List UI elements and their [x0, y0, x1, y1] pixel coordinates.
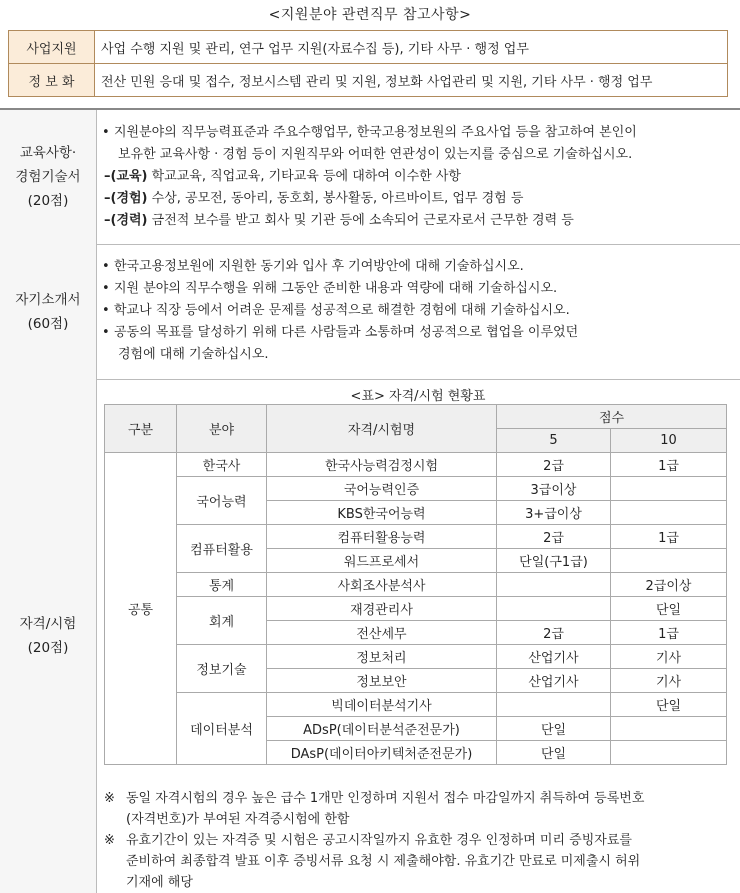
score10-cell: 단일 [611, 693, 727, 717]
table-row [105, 477, 727, 501]
cert-label [0, 379, 97, 893]
score10-cell [611, 477, 727, 501]
table-row [105, 453, 727, 477]
score10-cell [611, 741, 727, 765]
score5-cell: 3급이상 [497, 477, 611, 501]
field-cell: 국어능력 [177, 477, 267, 525]
name-cell: 국어능력인증 [267, 477, 497, 501]
education-item: –(교육) 학교교육, 직업교육, 기타교육 등에 대하여 이수한 사항 [104, 169, 461, 184]
name-cell: 정보보안 [267, 669, 497, 693]
table-row [9, 64, 728, 97]
score5-cell: 단일 [497, 741, 611, 765]
field-cell: 한국사 [177, 453, 267, 477]
score5-cell: 3+급이상 [497, 501, 611, 525]
cert-table [104, 404, 727, 765]
note-line: 유효기간이 있는 자격증 및 시험은 공고시작일까지 유효한 경우 인정하며 미리 증빙자료를 [126, 833, 632, 848]
intro-row [0, 244, 740, 380]
note-line: 준비하여 최종합격 발표 이후 증빙서류 요청 시 제출해야함. 유효기간 만료로 미제출시 허위 [126, 854, 641, 869]
table-row [9, 31, 728, 64]
name-cell: KBS한국어능력 [267, 501, 497, 525]
education-item: –(경험) 수상, 공모전, 동아리, 동호회, 봉사활동, 아르바이트, 업무 경험 등 [104, 191, 524, 206]
field-cell: 회계 [177, 597, 267, 645]
field-cell: 정보기술 [177, 645, 267, 693]
name-cell: 재경관리사 [267, 597, 497, 621]
note-item [104, 830, 730, 893]
note-line: 동일 자격시험의 경우 높은 급수 1개만 인정하며 지원서 접수 마감일까지 취득하여 등록번호 [126, 791, 645, 806]
header-field: 분야 [177, 405, 267, 453]
intro-bullet: • 학교나 직장 등에서 어려운 문제를 성공적으로 해결한 경험에 대해 기술하십시오. [104, 300, 730, 322]
name-cell: 워드프로세서 [267, 549, 497, 573]
duty-table [8, 30, 728, 97]
header-score: 점수 [497, 405, 727, 429]
name-cell: 컴퓨터활용능력 [267, 525, 497, 549]
education-bullet: • 지원분야의 직무능력표준과 주요수행업무, 한국고용정보원의 주요사업 등을 참고하여 본인이 [104, 122, 730, 144]
label-line: 자기소개서 [15, 291, 81, 308]
score5-cell [497, 597, 611, 621]
label-line: (20점) [27, 640, 69, 656]
score10-cell: 단일 [611, 597, 727, 621]
table-row [105, 645, 727, 669]
name-cell: 정보처리 [267, 645, 497, 669]
score5-cell: 산업기사 [497, 669, 611, 693]
duty-desc: 사업 수행 지원 및 관리, 연구 업무 지원(자료수집 등), 기타 사무 · 행정 업무 [95, 31, 728, 64]
page-title: <지원분야 관련직무 참고사항> [268, 7, 472, 23]
note-mark: ※ [104, 791, 115, 806]
intro-bullet: • 한국고용정보원에 지원한 동기와 입사 후 기여방안에 대해 기술하십시오. [104, 256, 730, 278]
score5-cell: 2급 [497, 621, 611, 645]
score10-cell: 기사 [611, 645, 727, 669]
score5-cell: 단일 [497, 717, 611, 741]
label-line: 자격/시험 [19, 616, 77, 632]
score10-cell [611, 549, 727, 573]
score5-cell: 산업기사 [497, 645, 611, 669]
name-cell: 빅데이터분석기사 [267, 693, 497, 717]
label-line: 경험기술서 [15, 169, 81, 185]
name-cell: ADsP(데이터분석준전문가) [267, 717, 497, 741]
name-cell: 한국사능력검정시험 [267, 453, 497, 477]
duty-label: 사업지원 [9, 31, 95, 64]
name-cell: 전산세무 [267, 621, 497, 645]
score10-cell: 1급 [611, 621, 727, 645]
table-caption: <표> 자격/시험 현황표 [350, 389, 486, 404]
header-score-5: 5 [497, 429, 611, 453]
table-row [105, 525, 727, 549]
note-line: (자격번호)가 부여된 자격증시험에 한함 [126, 812, 350, 827]
duty-desc: 전산 민원 응대 및 접수, 정보시스템 관리 및 지원, 정보화 사업관리 및 지원, 기타 사무 · 행정 업무 [95, 64, 728, 97]
education-bullet-cont: 보유한 교육사항 · 경험 등이 지원직무와 어떠한 연관성이 있는지를 중심으로 기술하십시오. [118, 147, 633, 162]
note-line: 기재에 해당 [126, 875, 193, 890]
note-item [104, 788, 730, 830]
score10-cell: 기사 [611, 669, 727, 693]
score5-cell: 2급 [497, 525, 611, 549]
score5-cell: 2급 [497, 453, 611, 477]
duty-label: 정 보 화 [9, 64, 95, 97]
note-mark: ※ [104, 833, 115, 848]
education-label [0, 110, 97, 244]
score5-cell [497, 693, 611, 717]
name-cell: DAsP(데이터아키텍처준전문가) [267, 741, 497, 765]
notes [104, 788, 730, 893]
label-line: (60점) [27, 315, 69, 332]
header-name: 자격/시험명 [267, 405, 497, 453]
intro-label [0, 244, 97, 379]
field-cell: 통계 [177, 573, 267, 597]
score10-cell [611, 501, 727, 525]
header-category: 구분 [105, 405, 177, 453]
score10-cell: 2급이상 [611, 573, 727, 597]
field-cell: 데이터분석 [177, 693, 267, 765]
education-row [0, 110, 740, 245]
table-row [105, 693, 727, 717]
label-line: 교육사항· [19, 145, 77, 161]
field-cell: 컴퓨터활용 [177, 525, 267, 573]
score10-cell [611, 717, 727, 741]
table-row [105, 597, 727, 621]
intro-bullet-cont: 경험에 대해 기술하십시오. [118, 347, 269, 362]
intro-bullet: • 지원 분야의 직무수행을 위해 그동안 준비한 내용과 역량에 대해 기술하십시오. [104, 278, 730, 300]
score10-cell: 1급 [611, 453, 727, 477]
category-cell: 공통 [105, 453, 177, 765]
name-cell: 사회조사분석사 [267, 573, 497, 597]
label-line: (20점) [27, 193, 69, 209]
intro-bullet: • 공동의 목표를 달성하기 위해 다른 사람들과 소통하며 성공적으로 협업을 이루었던 [104, 322, 730, 344]
education-item: –(경력) 금전적 보수를 받고 회사 및 기관 등에 소속되어 근로자로서 근무한 경력 등 [104, 213, 574, 228]
header-score-10: 10 [611, 429, 727, 453]
table-row [105, 573, 727, 597]
score10-cell: 1급 [611, 525, 727, 549]
score5-cell: 단일(구1급) [497, 549, 611, 573]
score5-cell [497, 573, 611, 597]
